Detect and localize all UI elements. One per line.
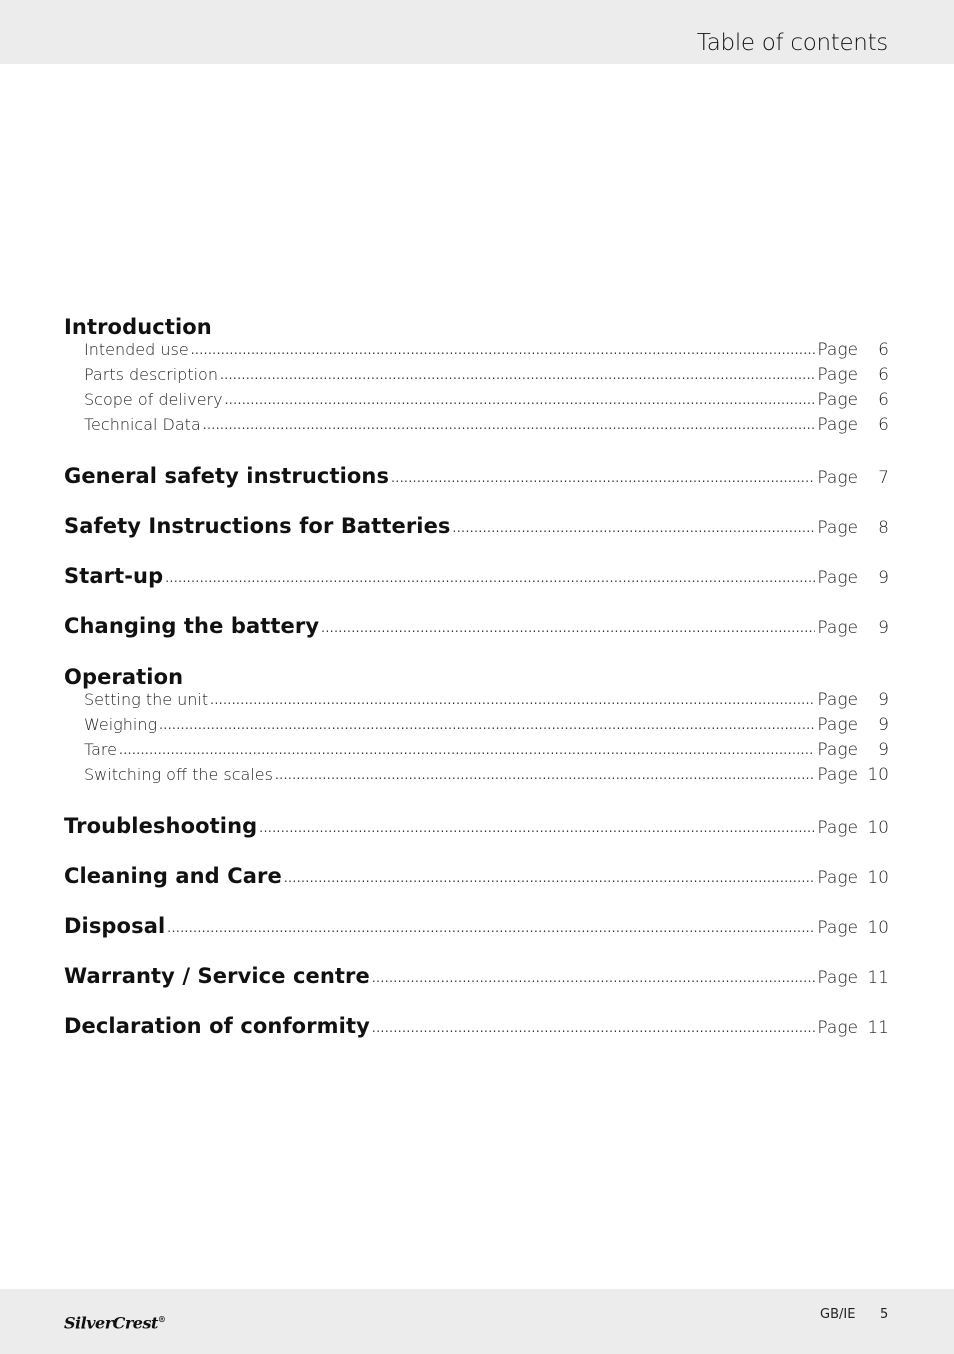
- page-word: Page: [817, 468, 858, 488]
- page-word: Page: [817, 1018, 858, 1038]
- toc-section-introduction: [64, 314, 889, 440]
- page-word: Page: [817, 690, 858, 710]
- registered-mark: ®: [157, 1314, 166, 1324]
- toc-entry-title: Technical Data: [84, 415, 201, 434]
- dot-leader: [372, 1021, 816, 1035]
- dot-leader: [321, 621, 815, 635]
- page-word: Page: [817, 818, 858, 838]
- page-title: Table of contents: [696, 30, 888, 56]
- silvercrest-logo: [64, 1305, 165, 1337]
- logo-text: SilverCrest: [64, 1313, 158, 1333]
- toc-entry-page: 6: [878, 390, 889, 410]
- toc-entry-page: 9: [878, 618, 889, 638]
- toc-entry-page: 6: [878, 340, 889, 360]
- toc-section-operation: [64, 664, 889, 790]
- country-code: GB/IE: [820, 1307, 856, 1322]
- toc-entry[interactable]: [64, 365, 889, 390]
- dot-leader: [159, 718, 815, 732]
- toc-entry[interactable]: [64, 690, 889, 715]
- toc-entry[interactable]: [64, 564, 889, 592]
- toc-entry[interactable]: [64, 1014, 889, 1042]
- toc-entry-title: Warranty / Service centre: [64, 964, 370, 988]
- dot-leader: [165, 571, 815, 585]
- toc-entry-page: 10: [867, 818, 889, 838]
- toc-entry-title: Troubleshooting: [64, 814, 258, 838]
- toc-entry-title: Start-up: [64, 564, 164, 588]
- dot-leader: [225, 393, 816, 407]
- dot-leader: [275, 768, 815, 782]
- toc-entry-title: General safety instructions: [64, 464, 390, 488]
- toc-entry[interactable]: [64, 814, 889, 842]
- toc-section-disposal: [64, 914, 889, 942]
- page-number: 5: [880, 1307, 889, 1322]
- page-word: Page: [817, 765, 858, 785]
- toc-entry-page: 10: [867, 918, 889, 938]
- page-word: Page: [817, 415, 858, 435]
- page-word: Page: [817, 715, 858, 735]
- toc-entry-title: Scope of delivery: [84, 390, 223, 409]
- page-word: Page: [817, 518, 858, 538]
- toc-entry-title: Safety Instructions for Batteries: [64, 514, 451, 538]
- toc-entry-page: 6: [878, 365, 889, 385]
- toc-entry-title: Changing the battery: [64, 614, 320, 638]
- toc-section-battery-safety: [64, 514, 889, 542]
- toc-entry[interactable]: [64, 864, 889, 892]
- toc-entry-page: 9: [878, 690, 889, 710]
- toc-heading[interactable]: Operation: [64, 665, 184, 689]
- toc-entry-title: Switching off the scales: [84, 765, 273, 784]
- toc-entry[interactable]: [64, 390, 889, 415]
- toc-entry-title: Weighing: [84, 715, 158, 734]
- page-word: Page: [817, 740, 858, 760]
- toc-entry[interactable]: [64, 514, 889, 542]
- dot-leader: [284, 871, 816, 885]
- dot-leader: [210, 693, 815, 707]
- toc-section-start-up: [64, 564, 889, 592]
- dot-leader: [191, 343, 816, 357]
- toc-entry-page: 7: [878, 468, 889, 488]
- dot-leader: [119, 743, 815, 757]
- toc-entry-title: Intended use: [84, 340, 189, 359]
- page-word: Page: [817, 868, 858, 888]
- toc-section-cleaning: [64, 864, 889, 892]
- toc-section-general-safety: [64, 464, 889, 492]
- page-word: Page: [817, 968, 858, 988]
- page-word: Page: [817, 618, 858, 638]
- dot-leader: [259, 821, 815, 835]
- dot-leader: [167, 921, 815, 935]
- dot-leader: [203, 418, 816, 432]
- toc-section-changing-battery: [64, 614, 889, 642]
- toc-section-troubleshooting: [64, 814, 889, 842]
- toc-entry-page: 9: [878, 568, 889, 588]
- toc-heading[interactable]: Introduction: [64, 315, 212, 339]
- toc-entry-page: 11: [867, 1018, 889, 1038]
- page-word: Page: [817, 365, 858, 385]
- toc-entry-page: 9: [878, 715, 889, 735]
- toc-entry-page: 6: [878, 415, 889, 435]
- dot-leader: [372, 971, 816, 985]
- toc-entry[interactable]: [64, 340, 889, 365]
- toc-entry-title: Cleaning and Care: [64, 864, 282, 888]
- toc-entry-page: 11: [867, 968, 889, 988]
- toc-entry-page: 8: [878, 518, 889, 538]
- dot-leader: [220, 368, 815, 382]
- toc-entry-title: Disposal: [64, 914, 166, 938]
- dot-leader: [453, 521, 816, 535]
- toc-entry[interactable]: [64, 715, 889, 740]
- toc-section-declaration: [64, 1014, 889, 1042]
- toc-entry-title: Declaration of conformity: [64, 1014, 370, 1038]
- toc-entry[interactable]: [64, 914, 889, 942]
- toc-entry[interactable]: [64, 765, 889, 790]
- page-word: Page: [817, 390, 858, 410]
- toc-entry-page: 10: [867, 868, 889, 888]
- toc-entry-page: 9: [878, 740, 889, 760]
- toc-entry[interactable]: [64, 464, 889, 492]
- toc-entry-title: Tare: [84, 740, 117, 759]
- toc-entry[interactable]: [64, 614, 889, 642]
- page-word: Page: [817, 568, 858, 588]
- toc-section-warranty: [64, 964, 889, 992]
- toc-entry[interactable]: [64, 740, 889, 765]
- toc-entry-title: Parts description: [84, 365, 218, 384]
- page-word: Page: [817, 340, 858, 360]
- toc-entry-page: 10: [867, 765, 889, 785]
- toc-entry[interactable]: [64, 415, 889, 440]
- toc-entry-title: Setting the unit: [84, 690, 209, 709]
- dot-leader: [391, 471, 815, 485]
- toc-entry[interactable]: [64, 964, 889, 992]
- page-word: Page: [817, 918, 858, 938]
